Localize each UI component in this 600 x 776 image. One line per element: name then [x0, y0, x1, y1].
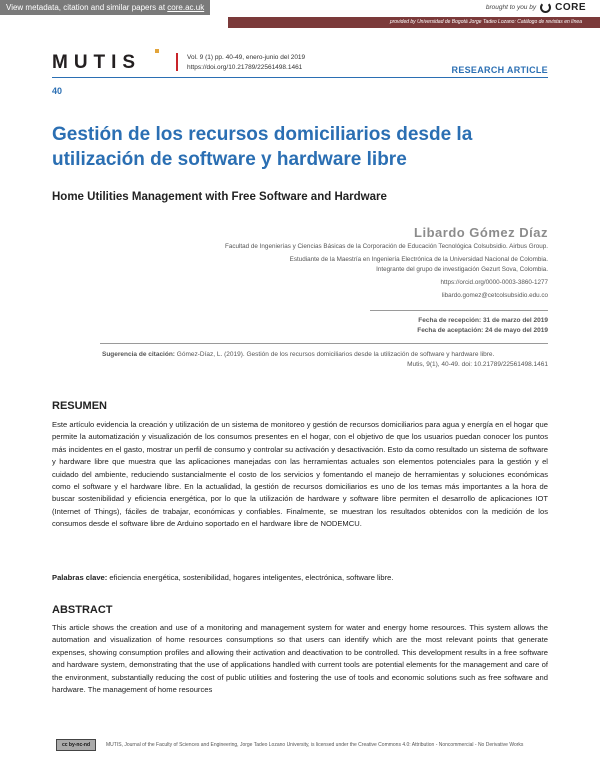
page-number: 40: [52, 86, 63, 96]
accepted-date: Fecha de aceptación: 24 de mayo del 2019: [417, 327, 548, 334]
citation-text-continued: Mutis, 9(1), 40-49. doi: 10.21789/22561498.1461: [407, 361, 548, 368]
abstract-heading: ABSTRACT: [52, 604, 113, 616]
core-brought-by: brought to you by: [485, 4, 537, 11]
citation-label: Sugerencia de citación:: [102, 351, 175, 358]
received-date: Fecha de recepción: 31 de marzo del 2019: [418, 317, 548, 324]
journal-volume: Vol. 9 (1) pp. 40-49, enero-junio del 2019: [187, 54, 306, 61]
abstract-body: This article shows the creation and use of a monitoring and management system for water and energy home resources. This system allows the automation and visualization of home resources consumptions so that users can identify which are the most relevant points that generate expenses, showing consumption profiles and allowing their activation and deactivation to be controlled. This development results in a free software and hardware system, demonstrating that the use of applications handled with current tools are potential elements for the management and care of the environment, substantially reducing the cost of public utilities and fostering the use of tools and economic solutions such as free software and hardware. The management of home resources: [52, 623, 548, 695]
resumen-heading: RESUMEN: [52, 400, 108, 412]
provided-by-banner: provided by Universidad de Bogotá Jorge Tadeo Lozano: Catálogo de revistas en línea: [228, 17, 600, 28]
article-type: RESEARCH ARTICLE: [451, 65, 548, 75]
core-site-link[interactable]: core.ac.uk: [167, 3, 205, 12]
resumen-body: Este artículo evidencia la creación y utilización de un sistema de monitoreo y gestión de recursos domiciliarios para agua y energía en el hogar que permite la automatización y visualización de los consumos presentes en el hogar, con el objetivo de que los usuarios puedan conocer los puntos más incidentes en el gasto, mostrar un perfil de consumo y controlar su activación y desactivación. Esto da como resultado un sistema de software y hardware libre que muestra que las aplicaciones manejadas con las herramientas actuales son elementos potenciales para la gestión y el cuidado del ambiente, reduciendo sustancialmente el costo de los servicios y fomentando el manejo de herramientas y soluciones económicas como el software y el hardware libre. En la actualidad, la gestión de recursos domiciliarios es uno de los temas más importantes a la hora de buscar sostenibilidad y eficiencia energética, por lo que la utilización de hardware y software libre permiten el desarrollo de aplicaciones IOT (Internet of Things), fáciles de trabajar, económicas y confiables. Finalmente, se muestran los resultados obtenidos con la medición de los consumos desde el software libre de Arduino soportado en el hardware libre de NODEMCU.: [52, 420, 548, 529]
core-metadata-link-text: View metadata, citation and similar papers at: [6, 3, 168, 12]
core-brand[interactable]: [486, 2, 586, 13]
masthead-divider: [176, 53, 178, 71]
affiliation-line: Facultad de Ingenierías y Ciencias Básicas de la Corporación de Educación Tecnológica Colsubsidio. Airbus Group.: [225, 243, 548, 250]
header-rule: [52, 77, 548, 78]
citation-text: Gómez-Díaz, L. (2019). Gestión de los recursos domiciliarios desde la utilización de software y hardware libre.: [174, 351, 495, 358]
citation-suggestion: [102, 350, 548, 370]
core-logo-icon: [540, 2, 551, 13]
affiliation-line: Integrante del grupo de investigación Gezurt Sova, Colombia.: [376, 266, 548, 273]
article-title: Gestión de los recursos domiciliarios desde la utilización de software y hardware libre: [52, 124, 473, 170]
orcid-link[interactable]: https://orcid.org/0000-0003-3860-1277: [440, 279, 548, 286]
masthead-accent-dot: [155, 49, 159, 53]
core-metadata-link[interactable]: [0, 0, 210, 15]
footer-license-text: MUTIS, Journal of the Faculty of Sciences and Engineering, Jorge Tadeo Lozano University, is licensed under the Creative Commons 4.0: Attribution - Noncommercial - No Derivative Works: [106, 742, 524, 748]
affiliation-line: Estudiante de la Maestría en Ingeniería Electrónica de la Universidad Nacional de Colombia.: [289, 256, 548, 263]
keywords: [52, 573, 548, 582]
journal-doi[interactable]: https://doi.org/10.21789/22561498.1461: [187, 64, 303, 71]
keywords-label: Palabras clave:: [52, 573, 108, 582]
core-logo-text: CORE: [555, 2, 586, 13]
keywords-text: eficiencia energética, sostenibilidad, hogares inteligentes, electrónica, software libre.: [107, 573, 394, 582]
dates-divider: [370, 310, 548, 311]
citation-divider: [100, 343, 548, 344]
author-name: Libardo Gómez Díaz: [414, 225, 548, 240]
cc-license-badge[interactable]: cc by-nc-nd: [56, 739, 96, 751]
journal-masthead: MUTIS: [52, 52, 142, 73]
author-email[interactable]: libardo.gomez@cetcolsubsidio.edu.co: [441, 292, 548, 299]
article-subtitle: Home Utilities Management with Free Software and Hardware: [52, 191, 387, 203]
